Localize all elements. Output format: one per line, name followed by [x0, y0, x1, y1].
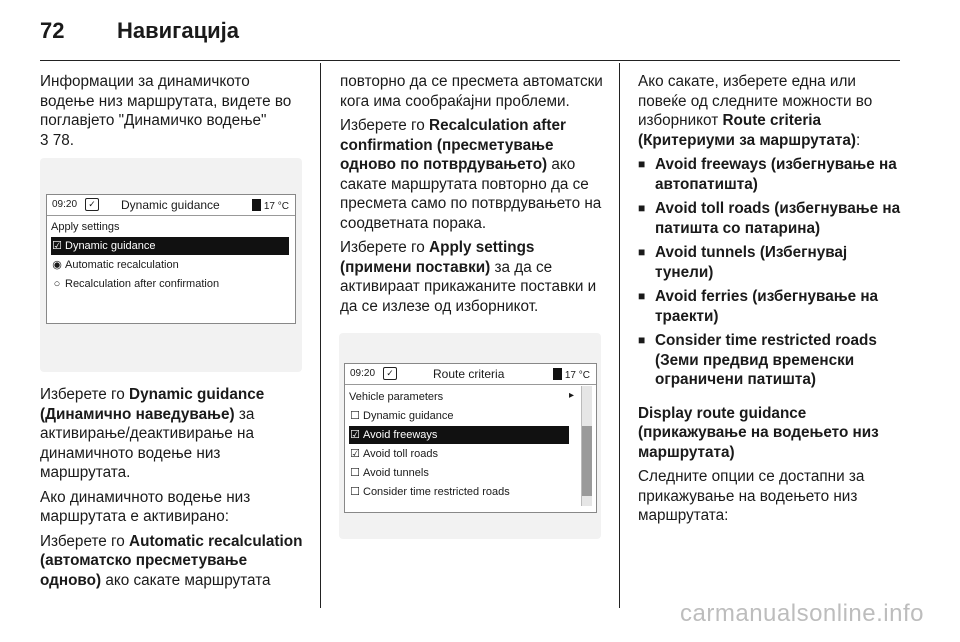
display-options-paragraph: Следните опции се достапни за прикажување на водењето низ маршрутата:: [638, 468, 865, 524]
checkmark-icon: ✓: [383, 367, 397, 380]
continuation-paragraph: повторно да се пресмета автоматски кога има сообраќајни проблеми.: [340, 73, 603, 110]
page-ref-link[interactable]: 78.: [52, 131, 75, 149]
temperature: [553, 368, 590, 381]
auto-recalc-paragraph: Изберете го Automatic recalculation (автоматско пресметување одново) ако сакате маршрутата: [40, 532, 303, 589]
menu-item[interactable]: [349, 407, 569, 425]
recalc-confirm-term: Recalculation after confirmation (пресметување одново по потврдувањето): [340, 117, 566, 173]
dynamic-guidance-term: Dynamic guidance (Динамично наведување): [40, 386, 265, 423]
column-3: [638, 72, 906, 531]
watermark-text: carmanualsonline.info: [680, 600, 924, 627]
checkbox-icon[interactable]: ○: [53, 278, 61, 290]
menu-item[interactable]: [51, 275, 289, 293]
recalc-confirm-paragraph: Изберете го Recalculation after confirmation (пресметување одново по потврдувањето) ако сакате маршрутата повторно да се пресмета само по потврдувањето на соодветната порака.: [340, 117, 602, 232]
menu-item-label: Dynamic guidance: [65, 240, 156, 252]
route-criteria-paragraph: Ако сакате, изберете една или повеќе од следните можности во изборникот Route criteria (Критериуми за маршрутата):: [638, 73, 873, 149]
column-2: [340, 72, 605, 321]
menu-item[interactable]: [349, 464, 569, 482]
intro-text: Информации за динамичкото водење низ маршрутата, видете во поглавјето "Динамичко водење": [40, 73, 292, 129]
checkmark-icon: ✓: [85, 198, 99, 211]
checkbox-icon[interactable]: ☐: [350, 486, 360, 498]
menu-item-vehicle-parameters[interactable]: Vehicle parameters: [349, 391, 444, 403]
column-1: [40, 72, 308, 155]
checkbox-icon[interactable]: ☑: [350, 448, 360, 460]
screen-dynamic-guidance-figure: [40, 158, 302, 372]
intro-paragraph: [40, 72, 308, 150]
menu-item-label: Recalculation after confirmation: [65, 278, 220, 290]
screen-title: Route criteria: [433, 367, 505, 381]
dynamic-guidance-paragraph: Изберете го Dynamic guidance (Динамично наведување) за активирање/деактивирање на динамичното водење низ маршрутата.: [40, 386, 265, 481]
header-divider: [40, 60, 900, 61]
menu-item-apply-settings[interactable]: Apply settings: [51, 221, 120, 233]
menu-item-label: Automatic recalculation: [65, 259, 179, 271]
temperature-text: 17 °C: [263, 201, 289, 212]
display-route-guidance-heading: Display route guidance (прикажување на водењето низ маршрутата): [638, 404, 879, 461]
battery-icon: [252, 199, 261, 211]
menu-item[interactable]: [349, 483, 569, 501]
page-ref-arrow-icon: 3: [40, 131, 49, 149]
screen-route-criteria-figure: [339, 333, 601, 539]
active-condition-paragraph: Ако динамичното водење низ маршрутата е активирано:: [40, 488, 251, 525]
bullet-item: ■ Consider time restricted roads (Земи предвид временски ограничени патишта): [638, 331, 906, 390]
screen-status-bar: [47, 195, 295, 216]
bullet-item: ■ Avoid tunnels (Избегнувај тунели): [638, 243, 906, 282]
apply-settings-term: Apply settings (примени поставки): [340, 239, 535, 276]
route-criteria-term: Route criteria (Критериуми за маршрутата): [638, 112, 857, 149]
chevron-right-icon: ▸: [568, 390, 574, 401]
screen-route-criteria: [344, 363, 597, 513]
bullet-item: ■ Avoid toll roads (избегнување на патишта со патарина): [638, 199, 906, 238]
screen-title: Dynamic guidance: [121, 198, 220, 212]
temperature-text: 17 °C: [564, 370, 590, 381]
apply-settings-paragraph: Изберете го Apply settings (примени поставки) за да се активираат прикажаните поставки и да се излезе од изборникот.: [340, 239, 597, 315]
temperature: [252, 199, 289, 212]
column-divider-2: [619, 63, 620, 608]
scrollbar[interactable]: [581, 386, 592, 506]
checkbox-icon[interactable]: ☐: [350, 467, 360, 479]
checkbox-icon[interactable]: ☑: [52, 240, 62, 252]
clock-text: 09:20: [52, 199, 78, 210]
battery-icon: [553, 368, 562, 380]
screen-dynamic-guidance: [46, 194, 296, 324]
bullet-item: ■ Avoid freeways (избегнување на автопатишта): [638, 155, 906, 194]
menu-item-label: Avoid tunnels: [363, 467, 429, 479]
checkbox-icon[interactable]: ☐: [350, 410, 360, 422]
column-divider-1: [320, 63, 321, 608]
screen-status-bar: [345, 364, 596, 385]
checkbox-icon[interactable]: ☑: [350, 429, 360, 441]
clock-text: 09:20: [350, 368, 376, 379]
page-title: Навигација: [117, 18, 239, 43]
auto-recalc-term: Automatic recalculation (автоматско пресметување одново): [40, 532, 303, 589]
page-number: 72: [40, 18, 65, 43]
checkbox-icon[interactable]: ◉: [52, 259, 62, 271]
menu-item-label: Dynamic guidance: [363, 410, 454, 422]
menu-item-label: Consider time restricted roads: [363, 486, 510, 498]
menu-item-label: Avoid toll roads: [363, 448, 439, 460]
scrollbar-thumb[interactable]: [582, 426, 592, 496]
bullet-item: ■ Avoid ferries (избегнување на траекти): [638, 287, 906, 326]
menu-item[interactable]: [349, 445, 569, 463]
menu-item[interactable]: [51, 256, 289, 274]
menu-item[interactable]: [51, 237, 289, 255]
menu-item-label: Avoid freeways: [363, 429, 438, 441]
menu-item[interactable]: [349, 426, 569, 444]
column-1-lower: [40, 385, 308, 595]
